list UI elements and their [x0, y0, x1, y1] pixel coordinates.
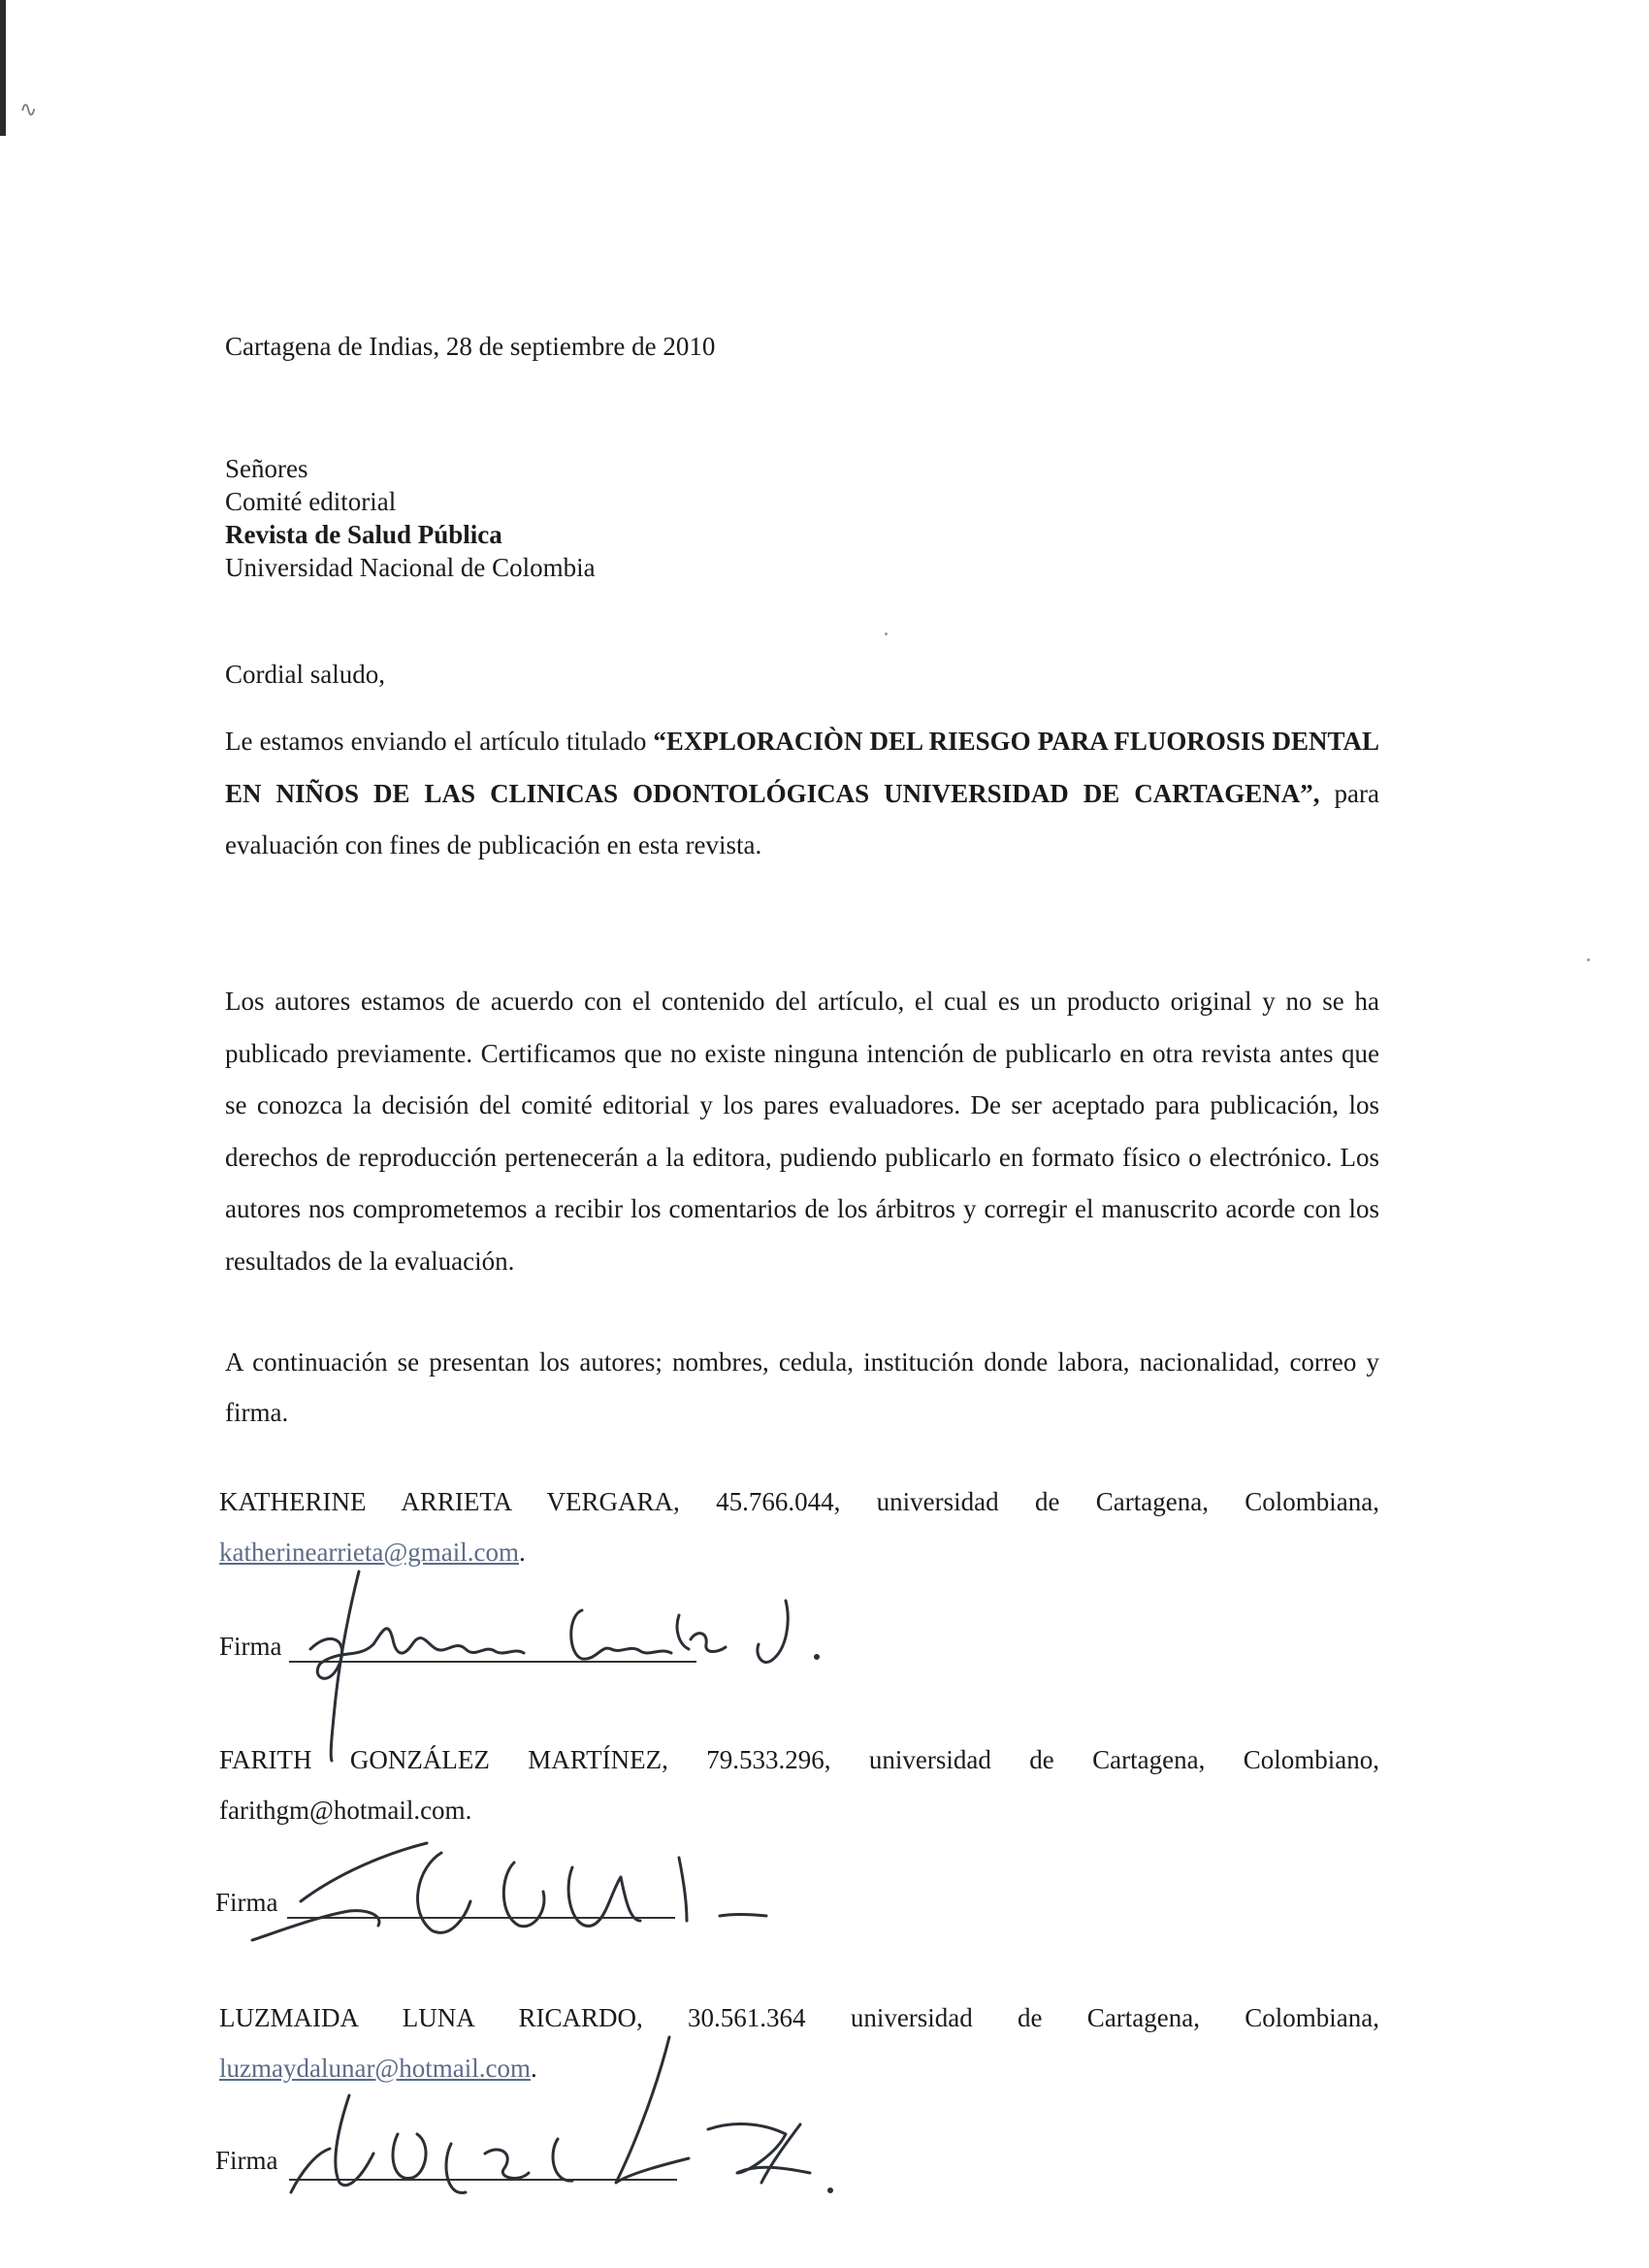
recipient-line-2: Comité editorial: [225, 487, 397, 516]
author-1-details: KATHERINE ARRIETA VERGARA, 45.766.044, universidad de Cartagena, Colombiana,: [219, 1487, 1379, 1516]
author-3-email: luzmaydalunar@hotmail.com: [219, 2054, 532, 2083]
paragraph-article-submission: [225, 716, 1379, 872]
author-2-signature: [223, 1824, 824, 1960]
author-3-details: LUZMAIDA LUNA RICARDO, 30.561.364 universidad de Cartagena, Colombiana,: [219, 2003, 1379, 2032]
scan-speck: [885, 632, 888, 635]
author-2-firma-label: Firma: [215, 1888, 278, 1917]
scan-edge-mark: [0, 0, 6, 136]
article-title: “EXPLORACIÒN DEL RIESGO PARA FLUOROSIS DENTAL EN NIÑOS DE LAS CLINICAS ODONTOLÓGICAS UNIVERSIDAD DE CARTAGENA”,: [225, 727, 1379, 808]
recipient-journal: Revista de Salud Pública: [225, 520, 502, 549]
author-2-trail: .: [465, 1796, 472, 1825]
author-2-details: FARITH GONZÁLEZ MARTÍNEZ, 79.533.296, universidad de Cartagena, Colombiano,: [219, 1745, 1379, 1774]
date-line: Cartagena de Indias, 28 de septiembre de 2010: [225, 332, 716, 361]
paragraph-authors-intro: A continuación se presentan los autores; nombres, cedula, institución donde labora, nacionalidad, correo y firma.: [225, 1347, 1379, 1427]
author-1-firma-label: Firma: [219, 1632, 282, 1661]
scan-squiggle-mark: ∿: [19, 97, 38, 121]
recipient-university: Universidad Nacional de Colombia: [225, 553, 596, 582]
author-3-trail: .: [531, 2054, 537, 2083]
recipient-line-1: Señores: [225, 454, 308, 483]
author-1-block: [219, 1476, 1379, 1577]
scan-speck: [1587, 958, 1590, 961]
para1-intro: Le estamos enviando el artículo titulado: [225, 727, 654, 756]
author-3-firma-label: Firma: [215, 2146, 278, 2175]
author-2-block: [219, 1734, 1379, 1835]
greeting: Cordial saludo,: [225, 660, 385, 689]
author-1-trail: .: [518, 1538, 526, 1567]
author-2-email: farithgm@hotmail.com: [219, 1796, 466, 1825]
paragraph-agreement: Los autores estamos de acuerdo con el contenido del artículo, el cual es un producto original y no se ha publicado previamente. Certificamos que no existe ninguna intención de publicarlo en otra revista antes que se conozca la decisión del comité editorial y los pares evaluadores. De ser aceptado para publicación, los derechos de reproducción pertenecerán a la editora, pudiendo publicarlo en formato físico o electrónico. Los autores nos comprometemos a recibir los comentarios de los árbitros y corregir el manuscrito acorde con los resultados de la evaluación.: [225, 987, 1379, 1276]
para1-outro: para evaluación con fines de publicación en esta revista.: [225, 778, 1379, 859]
author-1-email: katherinearrieta@gmail.com: [219, 1538, 519, 1567]
author-3-signature: [281, 2037, 863, 2231]
